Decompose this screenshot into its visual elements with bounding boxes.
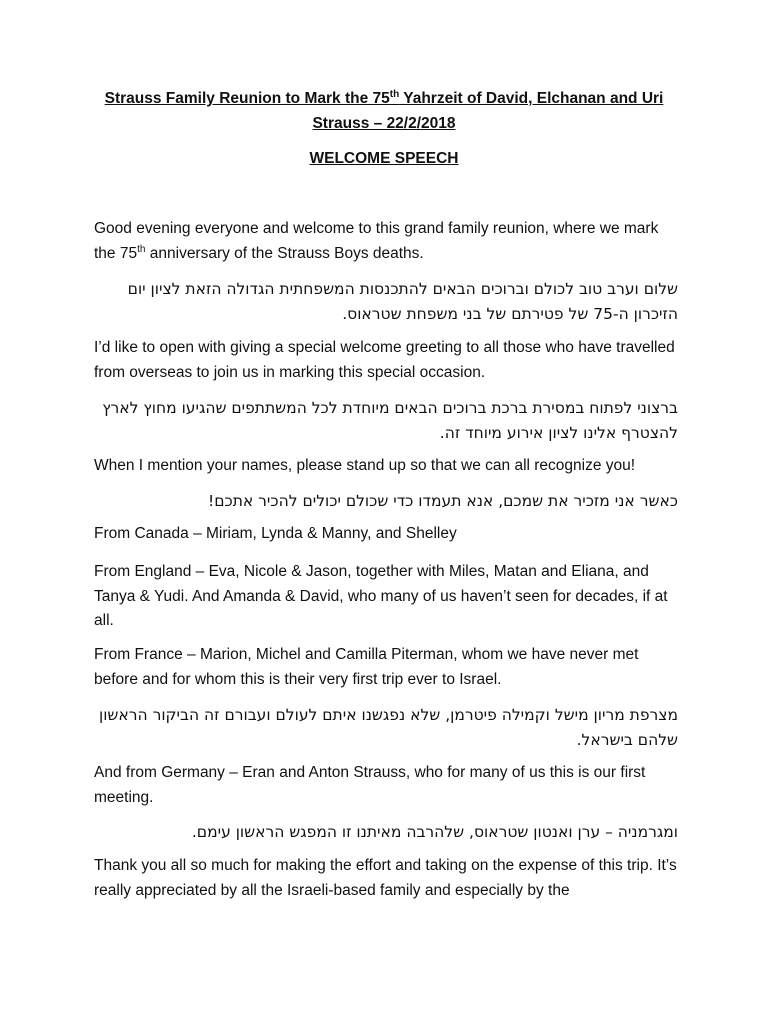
overseas-hebrew-paragraph: ברצוני לפתוח במסירת ברכת ברוכים הבאים מיוחדת לכל המשתתפים שהגיעו מחוץ לארץ להצטרף אלינו לציון אירוע מיוחד זה. [102, 399, 678, 442]
overseas-paragraph: I’d like to open with giving a special welcome greeting to all those who have travelled from overseas to join us in marking this special occasion. [94, 339, 675, 381]
title-text-end: Yahrzeit of David, Elchanan and Uri [399, 90, 664, 107]
intro-text-end: anniversary of the Strauss Boys deaths. [145, 244, 424, 262]
intro-hebrew-paragraph: שלום וערב טוב לכולם וברוכים הבאים להתכנסות המשפחתית הגדולה הזאת לציון יום הזיכרון ה-75 של פטירתם של בני משפחת שטראוס. [127, 280, 678, 323]
document-title [70, 86, 698, 136]
intro-superscript: th [137, 243, 146, 255]
germany-hebrew-paragraph: ומגרמניה – ערן ואנטון שטראוס, שלהרבה מאיתנו זו המפגש הראשון עימם. [191, 823, 678, 841]
title-line-2: Strauss – 22/2/2018 [312, 115, 456, 132]
france-paragraph: From France – Marion, Michel and Camilla Piterman, whom we have never met before and for whom this is their very first trip ever to Israel. [94, 646, 639, 688]
thanks-paragraph: Thank you all so much for making the effort and taking on the expense of this trip. It’s really appreciated by all the Israeli-based family and especially by the [94, 857, 677, 899]
intro-text-start: Good evening everyone and welcome to this grand family reunion, where we mark the 75 [94, 220, 659, 262]
title-superscript: th [389, 88, 400, 100]
title-text-start: Strauss Family Reunion to Mark the 75 [104, 90, 390, 107]
canada-paragraph: From Canada – Miriam, Lynda & Manny, and Shelley [94, 525, 457, 542]
germany-paragraph: And from Germany – Eran and Anton Strauss, who for many of us this is our first meeting. [94, 764, 646, 806]
england-paragraph: From England – Eva, Nicole & Jason, together with Miles, Matan and Eliana, and Tanya & Yudi. And Amanda & David, who many of us haven’t seen for decades, if at all. [94, 563, 668, 629]
france-hebrew-paragraph: מצרפת מריון מישל וקמילה פיטרמן, שלא נפגשנו איתם לעולם ועבורם זה הביקור הראשון שלהם בישראל. [98, 706, 678, 749]
names-intro-paragraph: When I mention your names, please stand up so that we can all recognize you! [94, 457, 636, 474]
intro-paragraph [94, 217, 684, 266]
document-subtitle: WELCOME SPEECH [309, 150, 459, 167]
names-intro-hebrew-paragraph: כאשר אני מזכיר את שמכם, אנא תעמדו כדי שכולם יכולים להכיר אתכם! [208, 492, 678, 510]
